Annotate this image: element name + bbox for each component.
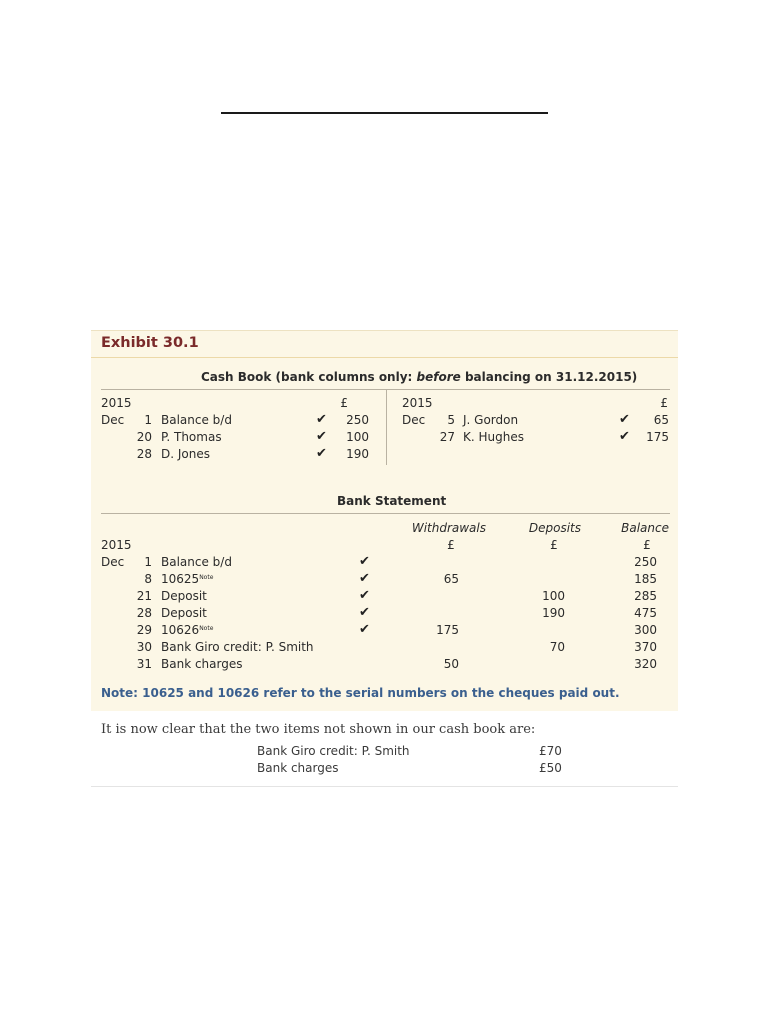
missing-item-label: Bank Giro credit: P. Smith — [257, 744, 410, 758]
row-desc: Deposit — [161, 589, 207, 603]
row-withdrawal: 65 — [443, 572, 459, 586]
missing-item-value: £50 — [539, 761, 562, 775]
row-amount: 190 — [346, 447, 369, 461]
balance-currency: £ — [643, 538, 651, 552]
row-withdrawal: 50 — [443, 657, 459, 671]
check-icon: ✔ — [316, 446, 327, 461]
withdrawals-header: Withdrawals — [411, 521, 486, 535]
deposits-header: Deposits — [528, 521, 581, 535]
row-desc: P. Thomas — [161, 430, 222, 444]
check-icon: ✔ — [316, 412, 327, 427]
cash-book-right-month: Dec — [402, 413, 426, 427]
check-icon: ✔ — [359, 622, 370, 637]
top-rule — [221, 112, 548, 114]
bank-statement-month: Dec — [101, 555, 125, 569]
cash-book-divider — [386, 389, 387, 465]
exhibit-panel — [91, 330, 678, 711]
row-day: 5 — [447, 413, 455, 427]
row-amount: 175 — [646, 430, 669, 444]
row-desc: 10625$^{Note}$ — [161, 572, 214, 586]
row-day: 1 — [144, 555, 152, 569]
row-balance: 285 — [634, 589, 657, 603]
check-icon: ✔ — [359, 605, 370, 620]
check-icon: ✔ — [359, 554, 370, 569]
row-balance: 300 — [634, 623, 657, 637]
row-balance: 370 — [634, 640, 657, 654]
row-balance: 185 — [634, 572, 657, 586]
row-day: 1 — [144, 413, 152, 427]
exhibit-note: Note: 10625 and 10626 refer to the serial numbers on the cheques paid out. — [101, 686, 620, 700]
exhibit-title: Exhibit 30.1 — [101, 335, 199, 351]
row-day: 20 — [136, 430, 152, 444]
row-day: 29 — [136, 623, 152, 637]
check-icon: ✔ — [359, 588, 370, 603]
exhibit-title-rule — [91, 357, 678, 358]
row-day: 21 — [136, 589, 152, 603]
withdrawals-currency: £ — [447, 538, 455, 552]
bank-statement-rule — [101, 513, 670, 514]
row-balance: 475 — [634, 606, 657, 620]
balance-header: Balance — [621, 521, 669, 535]
row-balance: 320 — [634, 657, 657, 671]
row-deposit: 70 — [549, 640, 565, 654]
row-amount: 65 — [653, 413, 669, 427]
row-day: 30 — [136, 640, 152, 654]
row-day: 28 — [136, 447, 152, 461]
bank-statement-year: 2015 — [101, 538, 132, 552]
row-deposit: 190 — [542, 606, 565, 620]
check-icon: ✔ — [619, 429, 630, 444]
missing-item-label: Bank charges — [257, 761, 339, 775]
check-icon: ✔ — [359, 571, 370, 586]
row-desc: Bank Giro credit: P. Smith — [161, 640, 314, 654]
row-withdrawal: 175 — [436, 623, 459, 637]
row-day: 8 — [144, 572, 152, 586]
cash-book-left-month: Dec — [101, 413, 125, 427]
missing-item-value: £70 — [539, 744, 562, 758]
cash-book-left-year: 2015 — [101, 396, 132, 410]
check-icon: ✔ — [619, 412, 630, 427]
cash-book-right-currency: £ — [660, 396, 668, 410]
bank-statement-title: Bank Statement — [337, 494, 447, 508]
row-desc: J. Gordon — [463, 413, 519, 427]
row-day: 31 — [136, 657, 152, 671]
check-icon: ✔ — [316, 429, 327, 444]
cash-book-left-currency: £ — [340, 396, 348, 410]
bottom-rule — [91, 786, 678, 787]
row-desc: Bank charges — [161, 657, 243, 671]
row-balance: 250 — [634, 555, 657, 569]
cash-book-right-year: 2015 — [402, 396, 433, 410]
conclusion-text: It is now clear that the two items not shown in our cash book are: — [101, 722, 536, 737]
row-day: 27 — [439, 430, 455, 444]
row-day: 28 — [136, 606, 152, 620]
row-desc: Balance b/d — [161, 555, 232, 569]
row-amount: 100 — [346, 430, 369, 444]
row-deposit: 100 — [542, 589, 565, 603]
cash-book-title: Cash Book (bank columns only: before balancing on 31.12.2015) — [201, 370, 638, 384]
row-desc: Balance b/d — [161, 413, 232, 427]
row-desc: K. Hughes — [463, 430, 524, 444]
row-desc: Deposit — [161, 606, 207, 620]
row-amount: 250 — [346, 413, 369, 427]
row-desc: 10626$^{Note}$ — [161, 623, 214, 637]
deposits-currency: £ — [550, 538, 558, 552]
row-desc: D. Jones — [161, 447, 210, 461]
